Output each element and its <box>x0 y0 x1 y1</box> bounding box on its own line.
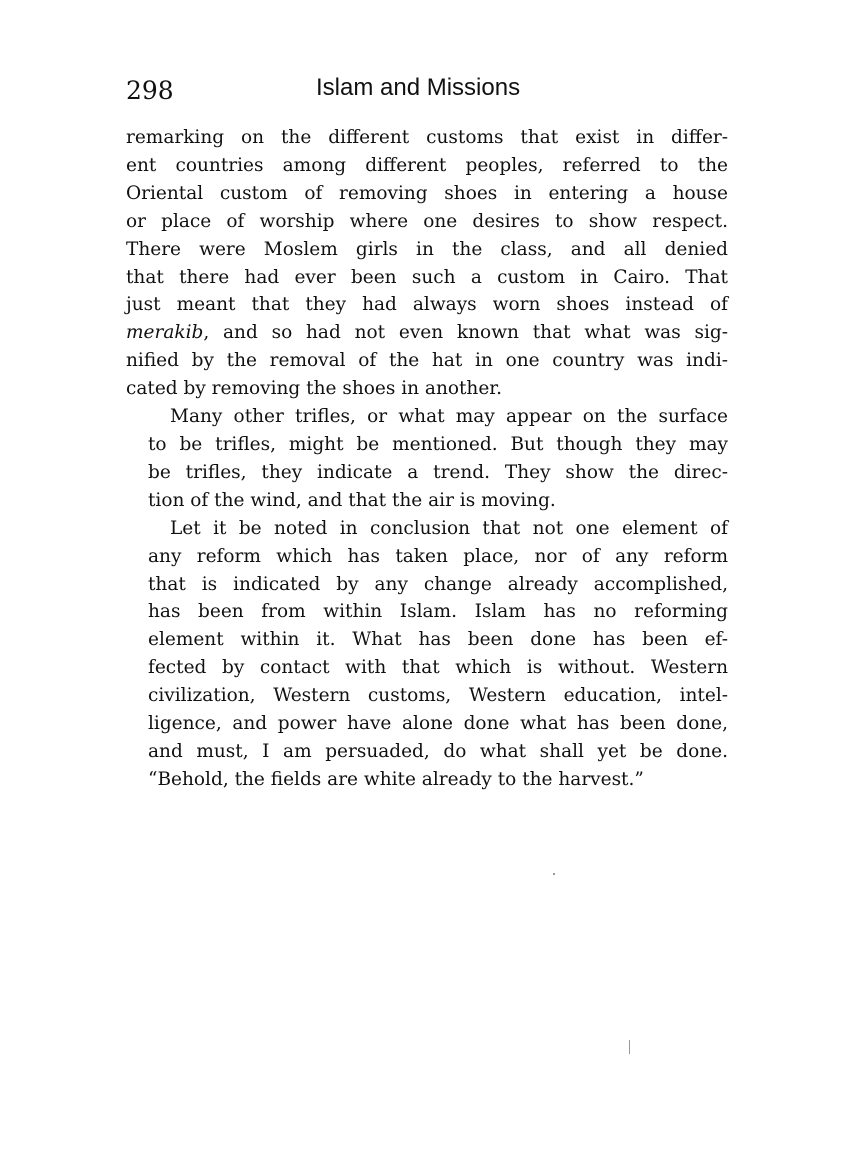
text-line: be trifles, they indicate a trend. They show the direc- <box>148 461 728 483</box>
page-header <box>126 70 726 110</box>
closing-quote: “Behold, the fields are white already to the harvest.” <box>148 768 644 790</box>
text-line: just meant that they had always worn shoes instead of <box>126 294 728 316</box>
text-line: to be trifles, might be mentioned. But though they may <box>148 433 728 455</box>
text-line: fected by contact with that which is without. Western <box>148 657 728 679</box>
paragraph-2 <box>126 403 728 515</box>
paragraph-3 <box>126 515 728 766</box>
text-line: remarking on the different customs that exist in differ- <box>126 127 728 148</box>
text-line: civilization, Western customs, Western education, intel- <box>148 685 728 707</box>
text-line: ent countries among different peoples, referred to the <box>126 154 728 176</box>
text-line: Let it be noted in conclusion that not one element of <box>170 517 728 539</box>
body-text <box>126 124 728 794</box>
running-head: Islam and Missions <box>316 74 521 101</box>
text-line: ligence, and power have alone done what has been done, <box>148 713 728 735</box>
text-line: tion of the wind, and that the air is moving. <box>148 489 556 511</box>
text-line: nified by the removal of the hat in one country was indi- <box>126 350 728 372</box>
text-line: Oriental custom of removing shoes in entering a house <box>126 182 728 204</box>
paper-speck <box>629 1040 630 1054</box>
text-line: Many other trifles, or what may appear on the surface <box>170 406 728 428</box>
text-line: element within it. What has been done has been ef- <box>148 629 728 651</box>
text-line: There were Moslem girls in the class, and all denied <box>126 238 728 260</box>
text-line <box>126 319 728 347</box>
italic-term: merakib <box>126 322 204 344</box>
text-line: cated by removing the shoes in another. <box>126 378 502 400</box>
paragraph-4 <box>126 766 728 794</box>
paragraph-1 <box>126 124 728 403</box>
text-line: that is indicated by any change already accomplished, <box>148 573 728 595</box>
text-line: that there had ever been such a custom in Cairo. That <box>126 266 728 288</box>
text-line: has been from within Islam. Islam has no reforming <box>148 601 728 623</box>
paper-speck <box>553 873 555 875</box>
text-line: any reform which has taken place, nor of any reform <box>148 545 728 567</box>
text-line: or place of worship where one desires to show respect. <box>126 210 728 232</box>
page-number: 298 <box>126 76 174 105</box>
text-line-rest: , and so had not even known that what was sig- <box>203 322 728 344</box>
text-line: and must, I am persuaded, do what shall yet be done. <box>148 740 728 762</box>
